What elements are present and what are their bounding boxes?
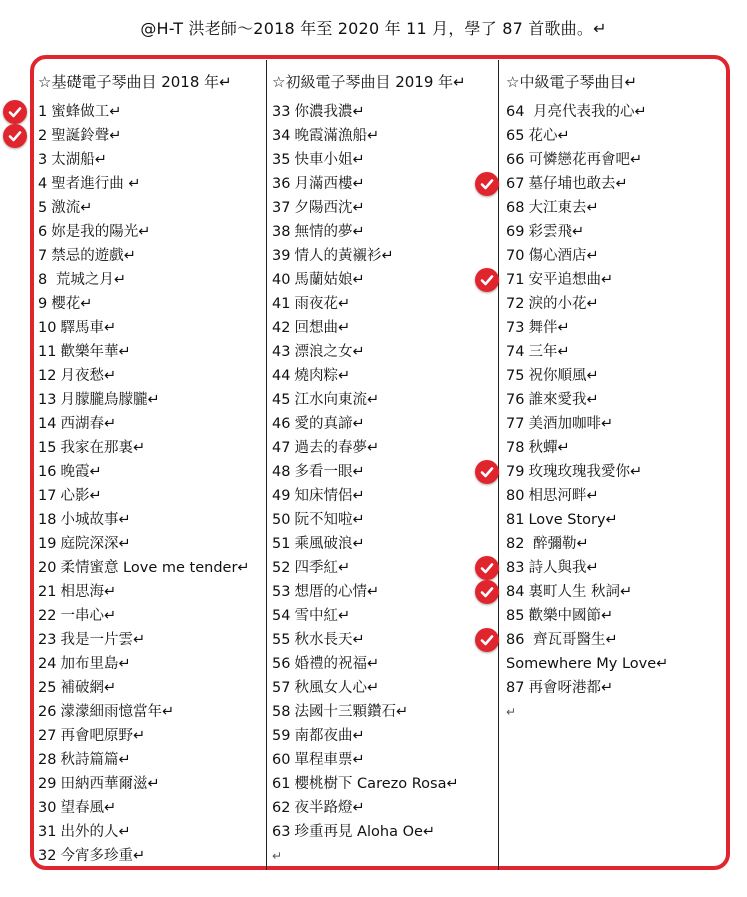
song-item <box>272 244 498 268</box>
song-title: 再會呀港都↵ <box>528 680 614 696</box>
song-item <box>38 772 264 796</box>
song-title: 齊瓦哥醫生↵ <box>528 632 618 648</box>
song-item <box>38 796 264 820</box>
song-title: 聖誕鈴聲↵ <box>51 128 122 144</box>
song-item <box>506 364 726 388</box>
song-number: 46 <box>272 416 291 432</box>
song-item <box>272 652 498 676</box>
song-item <box>38 292 264 316</box>
song-item <box>506 676 726 700</box>
song-number: 35 <box>272 152 291 168</box>
song-number: 79 <box>506 464 525 480</box>
song-item <box>506 124 726 148</box>
song-item <box>272 412 498 436</box>
song-number: 24 <box>38 656 57 672</box>
song-title: 花心↵ <box>528 128 570 144</box>
song-title: 婚禮的祝福↵ <box>294 656 380 672</box>
song-title: 一串心↵ <box>60 608 117 624</box>
song-title: 玫瑰玫瑰我愛你↵ <box>528 464 643 480</box>
song-item <box>506 460 726 484</box>
song-title: 回想曲↵ <box>294 320 351 336</box>
song-list <box>272 100 498 844</box>
song-item <box>272 196 498 220</box>
song-number: 85 <box>506 608 525 624</box>
song-item <box>272 700 498 724</box>
song-number: 77 <box>506 416 525 432</box>
song-number: 43 <box>272 344 291 360</box>
song-title: 四季紅↵ <box>294 560 351 576</box>
song-number: 76 <box>506 392 525 408</box>
song-number: 62 <box>272 800 291 816</box>
song-item <box>272 124 498 148</box>
song-item <box>272 532 498 556</box>
song-number: 39 <box>272 248 291 264</box>
song-number: 74 <box>506 344 525 360</box>
song-title: 禁忌的遊戲↵ <box>51 248 136 264</box>
song-number: 57 <box>272 680 291 696</box>
song-number: 3 <box>38 152 48 168</box>
song-title: 蜜蜂做工↵ <box>51 104 122 120</box>
song-title: 相思河畔↵ <box>528 488 599 504</box>
song-title: 櫻花↵ <box>51 296 93 312</box>
checkmark-icon <box>475 172 499 196</box>
song-item <box>272 220 498 244</box>
column-header: ☆基礎電子琴曲目 2018 年↵ <box>38 73 232 91</box>
song-number: 54 <box>272 608 291 624</box>
song-item <box>506 100 726 124</box>
song-title: 美酒加咖啡↵ <box>528 416 614 432</box>
song-number: 18 <box>38 512 57 528</box>
song-item <box>38 556 264 580</box>
song-number: 13 <box>38 392 57 408</box>
song-title: 小城故事↵ <box>60 512 131 528</box>
checkmark-icon <box>475 556 499 580</box>
song-title: 月朦朧鳥朦朧↵ <box>60 392 160 408</box>
song-title: 漂浪之女↵ <box>294 344 365 360</box>
song-number: 52 <box>272 560 291 576</box>
song-item <box>506 652 726 676</box>
song-number: 61 <box>272 776 291 792</box>
song-number: 71 <box>506 272 525 288</box>
song-number: 87 <box>506 680 525 696</box>
song-number: 22 <box>38 608 57 624</box>
page-title: @H-T 洪老師～2018 年至 2020 年 11 月，學了 87 首歌曲。↵ <box>140 19 607 38</box>
song-item <box>506 412 726 436</box>
song-number: 5 <box>38 200 48 216</box>
song-title: 馬蘭姑娘↵ <box>294 272 365 288</box>
song-item <box>506 628 726 652</box>
song-item <box>38 628 264 652</box>
song-item <box>506 340 726 364</box>
song-title: 荒城之月↵ <box>51 272 126 288</box>
song-number: 14 <box>38 416 57 432</box>
song-list <box>506 100 726 700</box>
song-title: 情人的黃襯衫↵ <box>294 248 394 264</box>
song-number: 53 <box>272 584 291 600</box>
song-number: 25 <box>38 680 57 696</box>
song-item <box>272 772 498 796</box>
song-title: 晚霞↵ <box>60 464 102 480</box>
song-item <box>506 244 726 268</box>
column-intermediate <box>506 60 726 870</box>
song-item <box>38 124 264 148</box>
song-title: 多看一眼↵ <box>294 464 365 480</box>
song-list <box>38 100 264 868</box>
song-title: 阮不知啦↵ <box>294 512 365 528</box>
song-title: 秋水長天↵ <box>294 632 365 648</box>
song-number: 86 <box>506 632 525 648</box>
song-item <box>38 700 264 724</box>
song-title: 月滿西樓↵ <box>294 176 365 192</box>
song-title: 雨夜花↵ <box>294 296 351 312</box>
song-title: 可憐戀花再會吧↵ <box>528 152 643 168</box>
song-item <box>506 220 726 244</box>
song-item <box>272 820 498 844</box>
song-item <box>38 268 264 292</box>
song-number: 75 <box>506 368 525 384</box>
song-title: Somewhere My Love↵ <box>506 656 669 672</box>
song-item <box>38 100 264 124</box>
song-item <box>38 220 264 244</box>
song-number: 58 <box>272 704 291 720</box>
song-item <box>38 532 264 556</box>
song-number: 37 <box>272 200 291 216</box>
song-number: 11 <box>38 344 57 360</box>
song-item <box>38 844 264 868</box>
song-number: 19 <box>38 536 57 552</box>
column-basic-2018 <box>38 60 264 870</box>
song-title: 櫻桃樹下 Carezo Rosa↵ <box>294 776 459 792</box>
song-title: 淚的小花↵ <box>528 296 599 312</box>
checkmark-icon <box>3 124 27 148</box>
song-number: 36 <box>272 176 291 192</box>
song-item <box>38 172 264 196</box>
song-number: 47 <box>272 440 291 456</box>
song-title: 望春風↵ <box>60 800 117 816</box>
song-number: 6 <box>38 224 48 240</box>
song-title: 祝你順風↵ <box>528 368 599 384</box>
song-title: 太湖船↵ <box>51 152 107 168</box>
song-item <box>272 364 498 388</box>
song-title: 晚霞滿漁船↵ <box>294 128 380 144</box>
song-title: 今宵多珍重↵ <box>60 848 146 864</box>
song-number: 55 <box>272 632 291 648</box>
song-title: 想厝的心情↵ <box>294 584 380 600</box>
song-number: 20 <box>38 560 57 576</box>
song-title: 墓仔埔也敢去↵ <box>528 176 628 192</box>
song-item <box>272 676 498 700</box>
song-item <box>38 436 264 460</box>
checkmark-icon <box>475 628 499 652</box>
song-number: 73 <box>506 320 525 336</box>
song-number: 50 <box>272 512 291 528</box>
song-number: 64 <box>506 104 525 120</box>
column-header: ☆中級電子琴曲目↵ <box>506 73 638 91</box>
song-item <box>506 292 726 316</box>
song-item <box>506 172 726 196</box>
song-item <box>272 100 498 124</box>
song-item <box>38 388 264 412</box>
song-item <box>38 484 264 508</box>
song-number: 67 <box>506 176 525 192</box>
song-title: 相思海↵ <box>60 584 117 600</box>
song-number: 69 <box>506 224 525 240</box>
song-title: 激流↵ <box>51 200 93 216</box>
song-title: 安平追想曲↵ <box>528 272 614 288</box>
song-title: 珍重再見 Aloha Oe↵ <box>294 824 436 840</box>
checkmark-icon <box>475 268 499 292</box>
song-item <box>38 148 264 172</box>
song-item <box>506 484 726 508</box>
song-title: 秋詩篇篇↵ <box>60 752 131 768</box>
song-number: 10 <box>38 320 57 336</box>
song-number: 81 <box>506 512 525 528</box>
song-title: 歡樂中國節↵ <box>528 608 614 624</box>
song-item <box>272 460 498 484</box>
song-title: 加布里島↵ <box>60 656 131 672</box>
song-number: 21 <box>38 584 57 600</box>
song-item <box>38 364 264 388</box>
song-item <box>272 316 498 340</box>
song-title: 歡樂年華↵ <box>60 344 131 360</box>
song-title: 柔情蜜意 Love me tender↵ <box>60 560 250 576</box>
song-item <box>272 172 498 196</box>
song-number: 16 <box>38 464 57 480</box>
song-title: 月夜愁↵ <box>60 368 117 384</box>
song-item <box>506 196 726 220</box>
song-item <box>506 268 726 292</box>
song-title: 三年↵ <box>528 344 570 360</box>
song-title: 再會吧原野↵ <box>60 728 146 744</box>
song-title: Love Story↵ <box>528 512 618 528</box>
song-item <box>272 580 498 604</box>
song-title: 誰來愛我↵ <box>528 392 599 408</box>
song-number: 31 <box>38 824 57 840</box>
song-title: 知床情侶↵ <box>294 488 365 504</box>
song-item <box>38 316 264 340</box>
song-number: 17 <box>38 488 57 504</box>
song-number: 26 <box>38 704 57 720</box>
song-number: 68 <box>506 200 525 216</box>
song-title: 心影↵ <box>60 488 102 504</box>
song-title: 雪中紅↵ <box>294 608 351 624</box>
song-number: 51 <box>272 536 291 552</box>
song-number: 23 <box>38 632 57 648</box>
song-number: 4 <box>38 176 48 192</box>
song-title: 夕陽西沈↵ <box>294 200 365 216</box>
song-title: 補破網↵ <box>60 680 117 696</box>
column-divider <box>266 60 267 870</box>
song-number: 38 <box>272 224 291 240</box>
song-title: 裏町人生 秋詞↵ <box>528 584 633 600</box>
song-item <box>38 508 264 532</box>
song-item <box>38 820 264 844</box>
song-title: 傷心酒店↵ <box>528 248 599 264</box>
song-title: 南都夜曲↵ <box>294 728 365 744</box>
song-number: 44 <box>272 368 291 384</box>
song-number: 2 <box>38 128 48 144</box>
paragraph-mark: ↵ <box>272 849 283 863</box>
song-number: 40 <box>272 272 291 288</box>
song-item <box>38 652 264 676</box>
song-item <box>272 268 498 292</box>
song-item <box>38 196 264 220</box>
song-number: 72 <box>506 296 525 312</box>
song-item <box>506 436 726 460</box>
song-number: 42 <box>272 320 291 336</box>
song-title: 月亮代表我的心↵ <box>528 104 647 120</box>
song-number: 7 <box>38 248 48 264</box>
song-title: 單程車票↵ <box>294 752 365 768</box>
song-number: 83 <box>506 560 525 576</box>
song-title: 無情的夢↵ <box>294 224 365 240</box>
checkmark-icon <box>475 580 499 604</box>
song-title: 乘風破浪↵ <box>294 536 365 552</box>
song-item <box>272 340 498 364</box>
song-title: 驛馬車↵ <box>60 320 117 336</box>
song-number: 15 <box>38 440 57 456</box>
checkmark-icon <box>3 100 27 124</box>
song-title: 夜半路燈↵ <box>294 800 365 816</box>
song-item <box>38 676 264 700</box>
song-item <box>38 340 264 364</box>
song-item <box>506 556 726 580</box>
song-number: 56 <box>272 656 291 672</box>
song-item <box>272 484 498 508</box>
song-title: 愛的真諦↵ <box>294 416 365 432</box>
song-title: 庭院深深↵ <box>60 536 131 552</box>
song-item <box>38 244 264 268</box>
song-title: 詩人與我↵ <box>528 560 599 576</box>
song-number: 33 <box>272 104 291 120</box>
song-item <box>38 460 264 484</box>
song-item <box>38 412 264 436</box>
song-number: 12 <box>38 368 57 384</box>
song-title: 燒肉粽↵ <box>294 368 351 384</box>
song-item <box>272 724 498 748</box>
song-item <box>272 748 498 772</box>
song-title: 快車小姐↵ <box>294 152 365 168</box>
song-number: 27 <box>38 728 57 744</box>
song-item <box>272 604 498 628</box>
song-item <box>272 508 498 532</box>
song-item <box>506 508 726 532</box>
song-title: 你濃我濃↵ <box>294 104 365 120</box>
song-number: 59 <box>272 728 291 744</box>
paragraph-mark: ↵ <box>506 705 517 719</box>
song-number: 63 <box>272 824 291 840</box>
song-number: 78 <box>506 440 525 456</box>
song-title: 江水向東流↵ <box>294 392 380 408</box>
song-item <box>272 796 498 820</box>
checkmark-icon <box>475 460 499 484</box>
song-item <box>38 748 264 772</box>
song-item <box>272 388 498 412</box>
song-number: 9 <box>38 296 48 312</box>
song-number: 32 <box>38 848 57 864</box>
column-header: ☆初級電子琴曲目 2019 年↵ <box>272 73 466 91</box>
song-number: 70 <box>506 248 525 264</box>
song-title: 秋風女人心↵ <box>294 680 380 696</box>
song-number: 66 <box>506 152 525 168</box>
song-title: 濛濛細雨憶當年↵ <box>60 704 175 720</box>
song-title: 法國十三顆鑽石↵ <box>294 704 409 720</box>
song-item <box>272 628 498 652</box>
song-title: 彩雲飛↵ <box>528 224 585 240</box>
song-title: 秋蟬↵ <box>528 440 570 456</box>
song-title: 大江東去↵ <box>528 200 599 216</box>
song-number: 8 <box>38 272 48 288</box>
song-number: 49 <box>272 488 291 504</box>
song-item <box>38 724 264 748</box>
song-title: 舞伴↵ <box>528 320 570 336</box>
column-beginner-2019 <box>272 60 498 870</box>
song-number: 29 <box>38 776 57 792</box>
song-number: 48 <box>272 464 291 480</box>
song-title: 過去的春夢↵ <box>294 440 380 456</box>
song-item <box>506 604 726 628</box>
song-item <box>506 316 726 340</box>
song-title: 我家在那裏↵ <box>60 440 146 456</box>
song-number: 30 <box>38 800 57 816</box>
song-item <box>506 532 726 556</box>
song-title: 田納西華爾滋↵ <box>60 776 160 792</box>
song-title: 聖者進行曲 ↵ <box>51 176 141 192</box>
song-number: 1 <box>38 104 48 120</box>
song-number: 41 <box>272 296 291 312</box>
song-title: 我是一片雲↵ <box>60 632 146 648</box>
song-item <box>38 580 264 604</box>
song-number: 34 <box>272 128 291 144</box>
song-item <box>38 604 264 628</box>
song-title: 出外的人↵ <box>60 824 131 840</box>
song-number: 65 <box>506 128 525 144</box>
song-title: 醉彌勒↵ <box>528 536 589 552</box>
song-item <box>272 148 498 172</box>
song-item <box>272 292 498 316</box>
song-item <box>272 436 498 460</box>
song-number: 28 <box>38 752 57 768</box>
song-item <box>272 556 498 580</box>
song-number: 60 <box>272 752 291 768</box>
song-number: 80 <box>506 488 525 504</box>
song-title: 西湖春↵ <box>60 416 117 432</box>
song-title: 妳是我的陽光↵ <box>51 224 151 240</box>
song-number: 82 <box>506 536 525 552</box>
song-number: 45 <box>272 392 291 408</box>
song-item <box>506 388 726 412</box>
song-item <box>506 148 726 172</box>
song-item <box>506 580 726 604</box>
song-number: 84 <box>506 584 525 600</box>
